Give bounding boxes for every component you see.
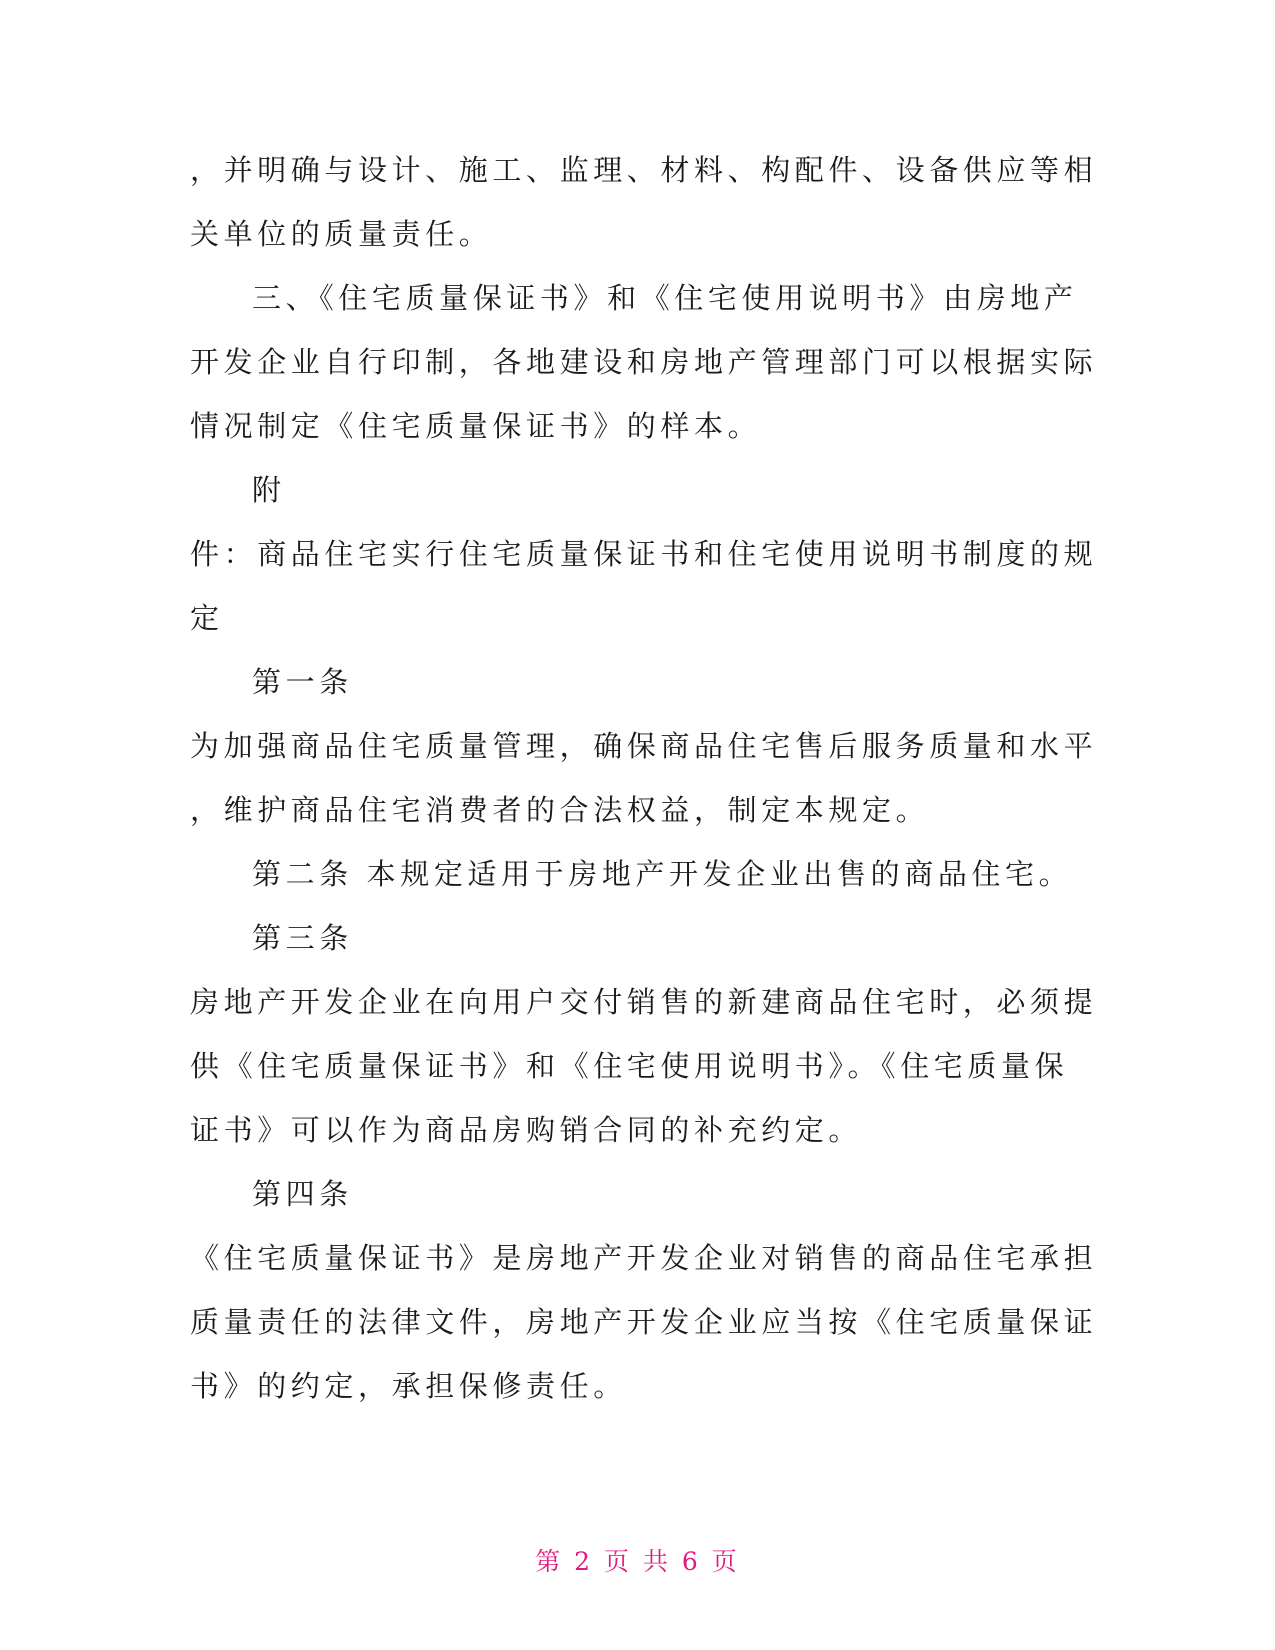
text-line: 关单位的质量责任。 (190, 217, 493, 251)
article-three-heading: 第三条 (252, 921, 353, 955)
article-one-heading: 第一条 (252, 665, 353, 699)
attachment-label: 附 (252, 473, 286, 507)
text-line: ，维护商品住宅消费者的合法权益，制定本规定。 (190, 793, 930, 827)
text-line: 《住宅质量保证书》是房地产开发企业对销售的商品住宅承担 (190, 1241, 1098, 1275)
text-line: ，并明确与设计、施工、监理、材料、构配件、设备供应等相 (190, 153, 1098, 187)
text-line: 质量责任的法律文件，房地产开发企业应当按《住宅质量保证 (190, 1305, 1098, 1339)
document-body (190, 138, 1098, 1418)
attachment-title-line: 件：商品住宅实行住宅质量保证书和住宅使用说明书制度的规 (190, 537, 1098, 571)
text-line: 情况制定《住宅质量保证书》的样本。 (190, 409, 762, 443)
text-line: 开发企业自行印制，各地建设和房地产管理部门可以根据实际 (190, 345, 1098, 379)
text-line: 为加强商品住宅质量管理，确保商品住宅售后服务质量和水平 (190, 729, 1098, 763)
text-line: 证书》可以作为商品房购销合同的补充约定。 (190, 1113, 863, 1147)
page-number-footer: 第 2 页 共 6 页 (535, 1547, 740, 1576)
text-line: 供《住宅质量保证书》和《住宅使用说明书》。《住宅质量保 (190, 1049, 1069, 1083)
article-two-line: 第二条 本规定适用于房地产开发企业出售的商品住宅。 (252, 857, 1073, 891)
text-line: 书》的约定，承担保修责任。 (190, 1369, 627, 1403)
text-line: 房地产开发企业在向用户交付销售的新建商品住宅时，必须提 (190, 985, 1098, 1019)
attachment-title-line: 定 (190, 601, 224, 635)
paragraph-three-line: 三、《住宅质量保证书》和《住宅使用说明书》由房地产 (252, 281, 1078, 315)
article-four-heading: 第四条 (252, 1177, 353, 1211)
